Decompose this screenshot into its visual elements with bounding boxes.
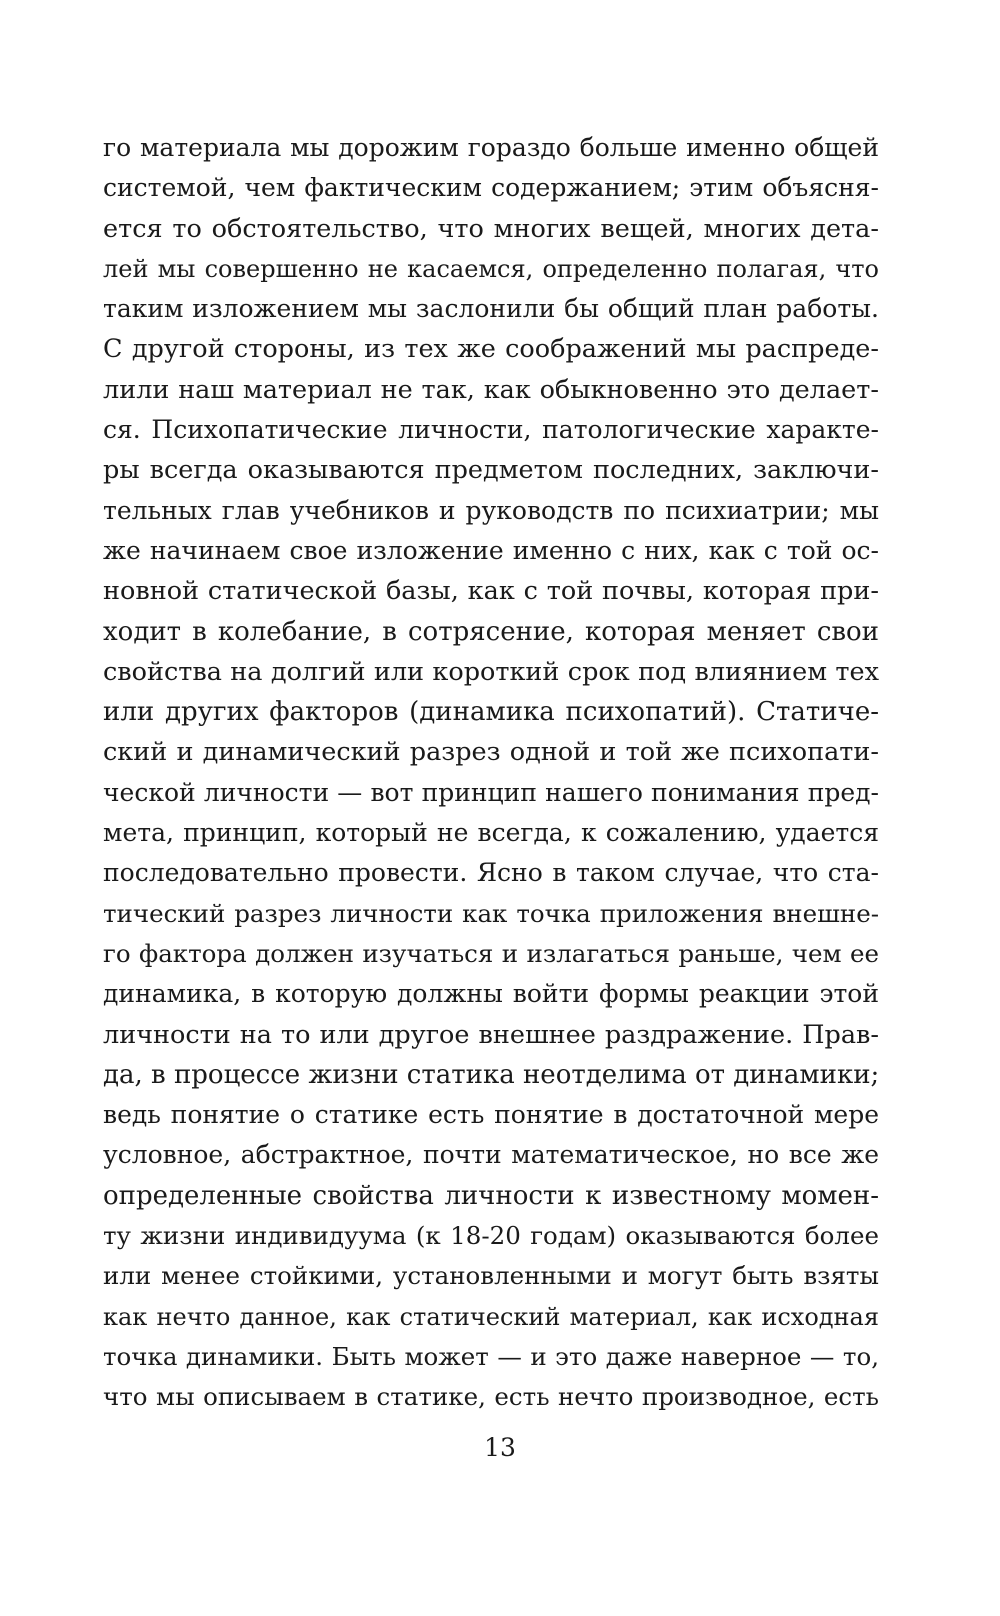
text-line: же начинаем свое изложение именно с них, как с той ос- [103,535,879,565]
text-line: системой, чем фактическим содержанием; этим объясня- [103,173,879,203]
text-line: мета, принцип, который не всегда, к сожалению, удается [103,818,879,848]
text-line: лей мы совершенно не касаемся, определенно полагая, что [103,254,879,283]
text-line: да, в процессе жизни статика неотделима от динамики; [103,1059,879,1090]
text-line: свойства на долгий или короткий срок под влиянием тех [103,656,879,687]
text-line: ведь понятие о статике есть понятие в достаточной мере [103,1100,879,1130]
text-line: определенные свойства личности к известному момен- [103,1180,879,1211]
text-line: новной статической базы, как с той почвы, которая при- [103,576,879,607]
text-line: что мы описываем в статике, есть нечто производное, есть [103,1382,879,1412]
text-line: ский и динамический разрез одной и той же психопати- [103,737,879,768]
text-line: ходит в колебание, в сотрясение, которая меняет свои [103,616,879,647]
text-line: или менее стойкими, установленными и могут быть взяты [103,1261,879,1291]
text-line: точка динамики. Быть может — и это даже наверное — то, [103,1341,879,1371]
text-line: или других факторов (динамика психопатий). Статиче- [103,697,879,728]
text-line: го фактора должен изучаться и излагаться раньше, чем ее [103,938,879,968]
text-line: ту жизни индивидуума (к 18-20 годам) оказываются более [103,1221,879,1251]
text-line: условное, абстрактное, почти математическое, но все же [103,1140,879,1170]
text-line: личности на то или другое внешнее раздражение. Прав- [103,1019,879,1050]
page-number: 13 [484,1433,516,1462]
text-line: ется то обстоятельство, что многих вещей, многих дета- [103,213,879,244]
text-line: го материала мы дорожим гораздо больше именно общей [103,133,879,162]
text-line: С другой стороны, из тех же соображений мы распреде- [103,334,879,365]
text-line: последовательно провести. Ясно в таком случае, что ста- [103,858,879,888]
text-line: ческой личности — вот принцип нашего понимания пред- [103,777,879,807]
text-line: лили наш материал не так, как обыкновенно это делает- [103,374,879,405]
text-line: как нечто данное, как статический материал, как исходная [103,1302,879,1331]
body-text [103,128,879,1418]
text-line: тический разрез личности как точка приложения внешне- [103,898,879,928]
text-line: динамика, в которую должны войти формы реакции этой [103,979,879,1009]
text-line: ры всегда оказываются предметом последних, заключи- [103,455,879,486]
text-line: тельных глав учебников и руководств по психиатрии; мы [103,495,879,525]
text-line: таким изложением мы заслонили бы общий план работы. [103,294,879,324]
text-line: ся. Психопатические личности, патологические характе- [103,415,879,445]
